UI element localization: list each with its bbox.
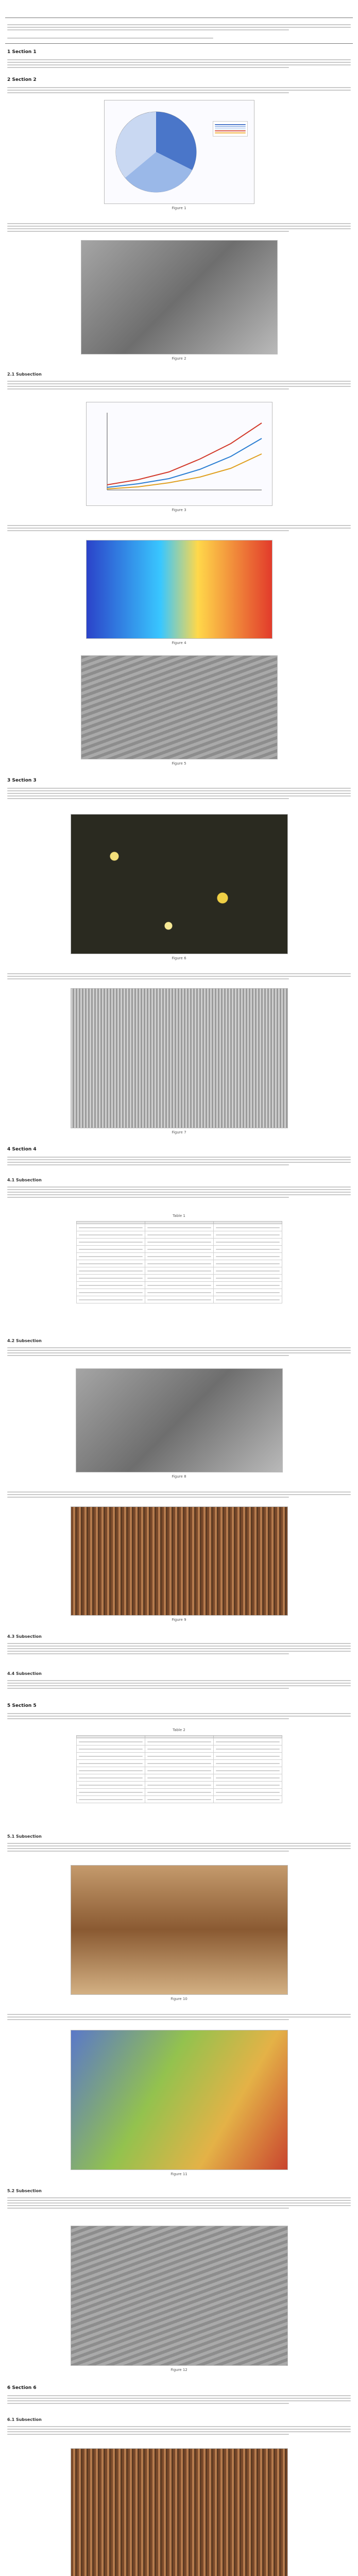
figure-4-block	[0, 540, 358, 653]
subsection-5-2-text	[7, 2196, 351, 2210]
table-2-caption: Table 2	[173, 1728, 185, 1732]
table-1-caption: Table 1	[173, 1214, 185, 1218]
line-chart	[87, 402, 272, 505]
figure-9-block	[0, 1506, 358, 1630]
abstract-rule	[5, 43, 353, 44]
subsection-5-1-text-b	[7, 2012, 351, 2022]
section-2-text	[7, 86, 351, 95]
section-title-5: 5 Section 5	[7, 1703, 37, 1708]
section-title-1: 1 Section 1	[7, 49, 37, 55]
figure-1	[104, 100, 254, 204]
section-1-text	[7, 58, 351, 70]
figure-4	[86, 540, 272, 639]
subsection-4-3: 4.3 Subsection	[7, 1634, 42, 1639]
section-2-text-c	[7, 523, 351, 533]
figure-12	[71, 2226, 288, 2366]
keywords	[7, 36, 351, 40]
figure-2-block	[0, 240, 358, 369]
figure-6-caption: Figure 6	[172, 956, 186, 960]
subsection-5-2: 5.2 Subsection	[7, 2189, 42, 2193]
figure-2	[81, 240, 278, 354]
subsection-4-2-text	[7, 1346, 351, 1358]
figure-5-caption: Figure 5	[172, 761, 186, 766]
figure-11-block	[0, 2030, 358, 2184]
figure-6-block	[0, 814, 358, 969]
abstract	[7, 23, 351, 32]
section-4-text	[7, 1155, 351, 1167]
figure-3	[86, 402, 272, 506]
pie-chart	[105, 100, 254, 204]
figure-11	[71, 2030, 288, 2170]
subsection-6-1: 6.1 Subsection	[7, 2417, 42, 2422]
figure-8	[76, 1368, 283, 1472]
figure-1-legend	[213, 121, 248, 137]
subsection-4-2: 4.2 Subsection	[7, 1338, 42, 1343]
figure-3-caption: Figure 3	[172, 508, 186, 512]
section-3-text	[7, 786, 351, 801]
subsection-4-4: 4.4 Subsection	[7, 1671, 42, 1676]
subsection-5-1: 5.1 Subsection	[7, 1834, 42, 1839]
figure-3-block	[0, 402, 358, 520]
figure-12-caption: Figure 12	[171, 2368, 187, 2372]
subsection-4-3-text	[7, 1641, 351, 1656]
figure-5-block	[0, 655, 358, 774]
subsection-4-1-text	[7, 1185, 351, 1199]
figure-10-caption: Figure 10	[171, 1997, 187, 2001]
section-title-4: 4 Section 4	[7, 1147, 37, 1152]
figure-13	[71, 2448, 288, 2576]
figure-10	[71, 1865, 288, 1995]
subsection-2-1: 2.1 Subsection	[7, 372, 42, 377]
section-title-3: 3 Section 3	[7, 778, 37, 783]
figure-5	[81, 655, 278, 759]
table-1	[76, 1221, 282, 1303]
section-3-text-b	[7, 972, 351, 981]
subsection-2-1-text	[7, 379, 351, 391]
figure-8-caption: Figure 8	[172, 1475, 186, 1479]
figure-7-block	[0, 988, 358, 1143]
figure-10-block	[0, 1865, 358, 2009]
subsection-4-1: 4.1 Subsection	[7, 1178, 42, 1182]
figure-2-caption: Figure 2	[172, 357, 186, 361]
figure-9	[71, 1506, 288, 1616]
subsection-6-1-text	[7, 2425, 351, 2436]
subsection-4-4-text	[7, 1679, 351, 1690]
figure-12-block	[0, 2226, 358, 2380]
figure-6	[71, 814, 288, 954]
subsection-5-1-text	[7, 1841, 351, 1853]
figure-8-block	[0, 1368, 358, 1487]
figure-11-caption: Figure 11	[171, 2172, 187, 2176]
figure-7	[71, 988, 288, 1128]
section-2-text-b	[7, 222, 351, 233]
figure-1-caption: Figure 1	[172, 206, 186, 210]
table-2	[76, 1735, 282, 1803]
figure-9-caption: Figure 9	[172, 1618, 186, 1622]
section-title-6: 6 Section 6	[7, 2385, 37, 2391]
figure-1-block	[0, 100, 358, 218]
figure-13-block	[0, 2448, 358, 2576]
figure-4-caption: Figure 4	[172, 641, 186, 645]
figure-7-caption: Figure 7	[172, 1130, 186, 1134]
section-5-text	[7, 1711, 351, 1721]
section-title-2: 2 Section 2	[7, 77, 37, 82]
section-6-text	[7, 2394, 351, 2405]
subsection-4-2-text-b	[7, 1490, 351, 1499]
